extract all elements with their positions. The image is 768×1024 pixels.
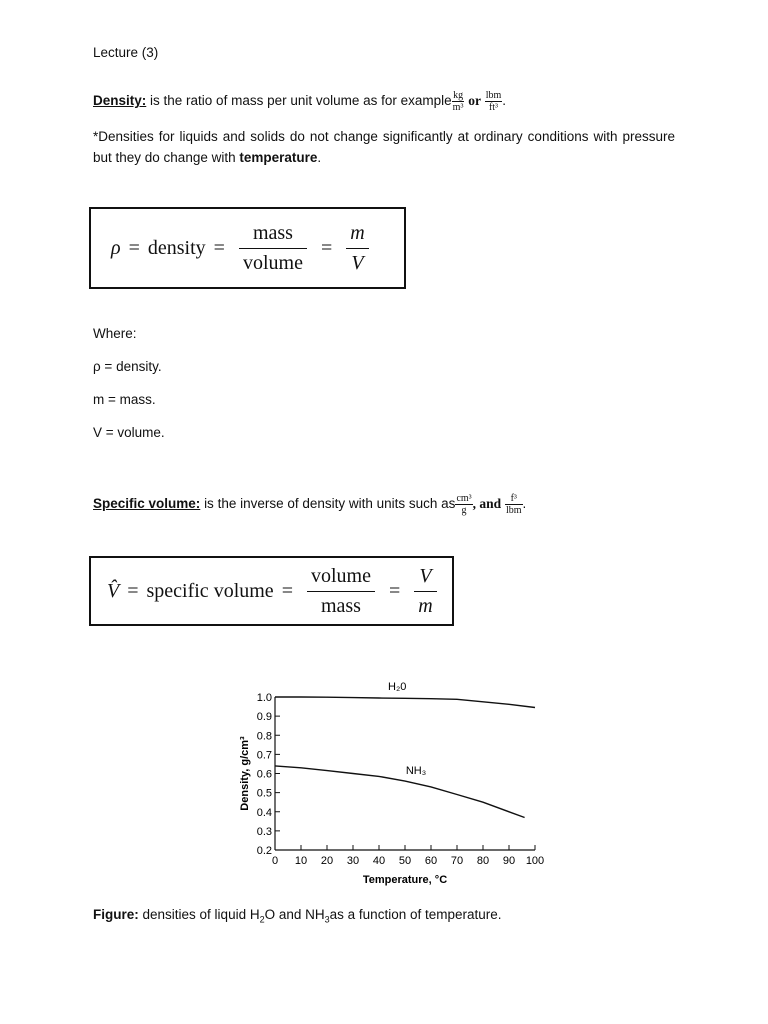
where-rho: ρ = density. bbox=[93, 359, 162, 374]
y-tick-label: 1.0 bbox=[256, 692, 272, 704]
specific-volume-word: specific volume bbox=[146, 579, 274, 602]
x-tick-label: 50 bbox=[398, 855, 412, 867]
x-tick-label: 40 bbox=[372, 855, 386, 867]
temperature-word: temperature bbox=[239, 150, 318, 165]
note-paragraph: *Densities for liquids and solids do not change significantly at ordinary conditions with pressure but they do change with temperature. bbox=[93, 129, 675, 165]
volume-over-mass: $\frac{\text{volume}}{\text{mass}}$ bbox=[307, 565, 375, 618]
density-term: Density: bbox=[93, 93, 147, 109]
where-m: m = mass. bbox=[93, 392, 156, 407]
specific-volume-definition: Specific volume: is the inverse of density with units such as $\frac{\text{cm³}}{g}$ , and $\frac{\text{f³}}{\text{lbm}}$ . bbox=[93, 493, 527, 516]
v-hat-symbol: V̂ bbox=[107, 579, 120, 602]
mass-over-volume: $\frac{\text{mass}}{\text{volume}}$ bbox=[239, 222, 307, 275]
y-tick-label: 0.4 bbox=[256, 806, 272, 819]
x-tick-label: 0 bbox=[271, 855, 279, 867]
or-word: or bbox=[468, 93, 481, 109]
rho-symbol: ρ bbox=[111, 236, 121, 259]
x-tick-label: 80 bbox=[476, 855, 490, 867]
x-tick-label: 100 bbox=[525, 855, 545, 867]
specific-volume-equation-box: V̂ = specific volume = $\frac{\text{volume}}{\text{mass}}$ = $\frac{V}{m}$ bbox=[89, 556, 454, 626]
y-tick-label: 0.8 bbox=[256, 730, 272, 743]
y-tick-label: 0.9 bbox=[256, 711, 272, 724]
x-tick-label: 20 bbox=[320, 855, 334, 867]
series-line-h2o bbox=[275, 697, 535, 708]
x-tick-label: 60 bbox=[424, 855, 438, 867]
x-tick-label: 90 bbox=[502, 855, 516, 867]
y-tick-label: 0.5 bbox=[256, 787, 272, 800]
unit-f3-per-lbm: $\frac{\text{f³}}{\text{lbm}}$ bbox=[505, 493, 522, 516]
y-axis-label: Density, g/cm³ bbox=[239, 736, 251, 811]
and-word: , and bbox=[472, 496, 502, 512]
series-line-nh3 bbox=[275, 766, 525, 818]
x-tick-label: 30 bbox=[346, 855, 360, 867]
density-temperature-chart bbox=[230, 675, 560, 895]
m-over-v: $\frac{m}{V}$ bbox=[346, 222, 368, 275]
y-tick-label: 0.3 bbox=[256, 825, 272, 838]
density-word: density bbox=[147, 236, 206, 259]
y-tick-label: 0.6 bbox=[256, 768, 272, 781]
figure-caption: Figure: densities of liquid $H_2O$ and $NH_3as$ a function of temperature. bbox=[93, 907, 502, 925]
density-definition: Density: is the ratio of mass per unit volume as for example $\frac{kg}{\text{m³}}$ or $\frac{\text{lbm}}{\text{ft³}}$ . bbox=[93, 90, 507, 113]
series-label-nh3: NH₃ bbox=[405, 765, 427, 778]
lecture-title: Lecture (3) bbox=[93, 45, 159, 60]
where-v: V = volume. bbox=[93, 425, 165, 440]
x-axis-label: Temperature, °C bbox=[362, 874, 448, 886]
series-label-h2o: H₂0 bbox=[388, 681, 407, 694]
v-over-m: $\frac{V}{m}$ bbox=[414, 565, 436, 618]
density-def-text: is the ratio of mass per unit volume as for example bbox=[150, 93, 452, 109]
y-tick-label: 0.7 bbox=[256, 749, 272, 762]
x-tick-label: 10 bbox=[294, 855, 308, 867]
where-heading: Where: bbox=[93, 326, 137, 341]
unit-lbm-per-ft3: $\frac{\text{lbm}}{\text{ft³}}$ bbox=[485, 90, 502, 113]
specific-volume-term: Specific volume: bbox=[93, 496, 201, 512]
unit-kg-per-m3: $\frac{kg}{\text{m³}}$ bbox=[452, 90, 464, 113]
x-tick-label: 70 bbox=[450, 855, 464, 867]
figure-label: Figure: bbox=[93, 907, 139, 922]
y-tick-label: 0.2 bbox=[256, 845, 272, 857]
density-equation-box: ρ = density = $\frac{\text{mass}}{\text{volume}}$ = $\frac{m}{V}$ bbox=[89, 207, 406, 289]
unit-cm3-per-g: $\frac{\text{cm³}}{g}$ bbox=[456, 493, 472, 516]
